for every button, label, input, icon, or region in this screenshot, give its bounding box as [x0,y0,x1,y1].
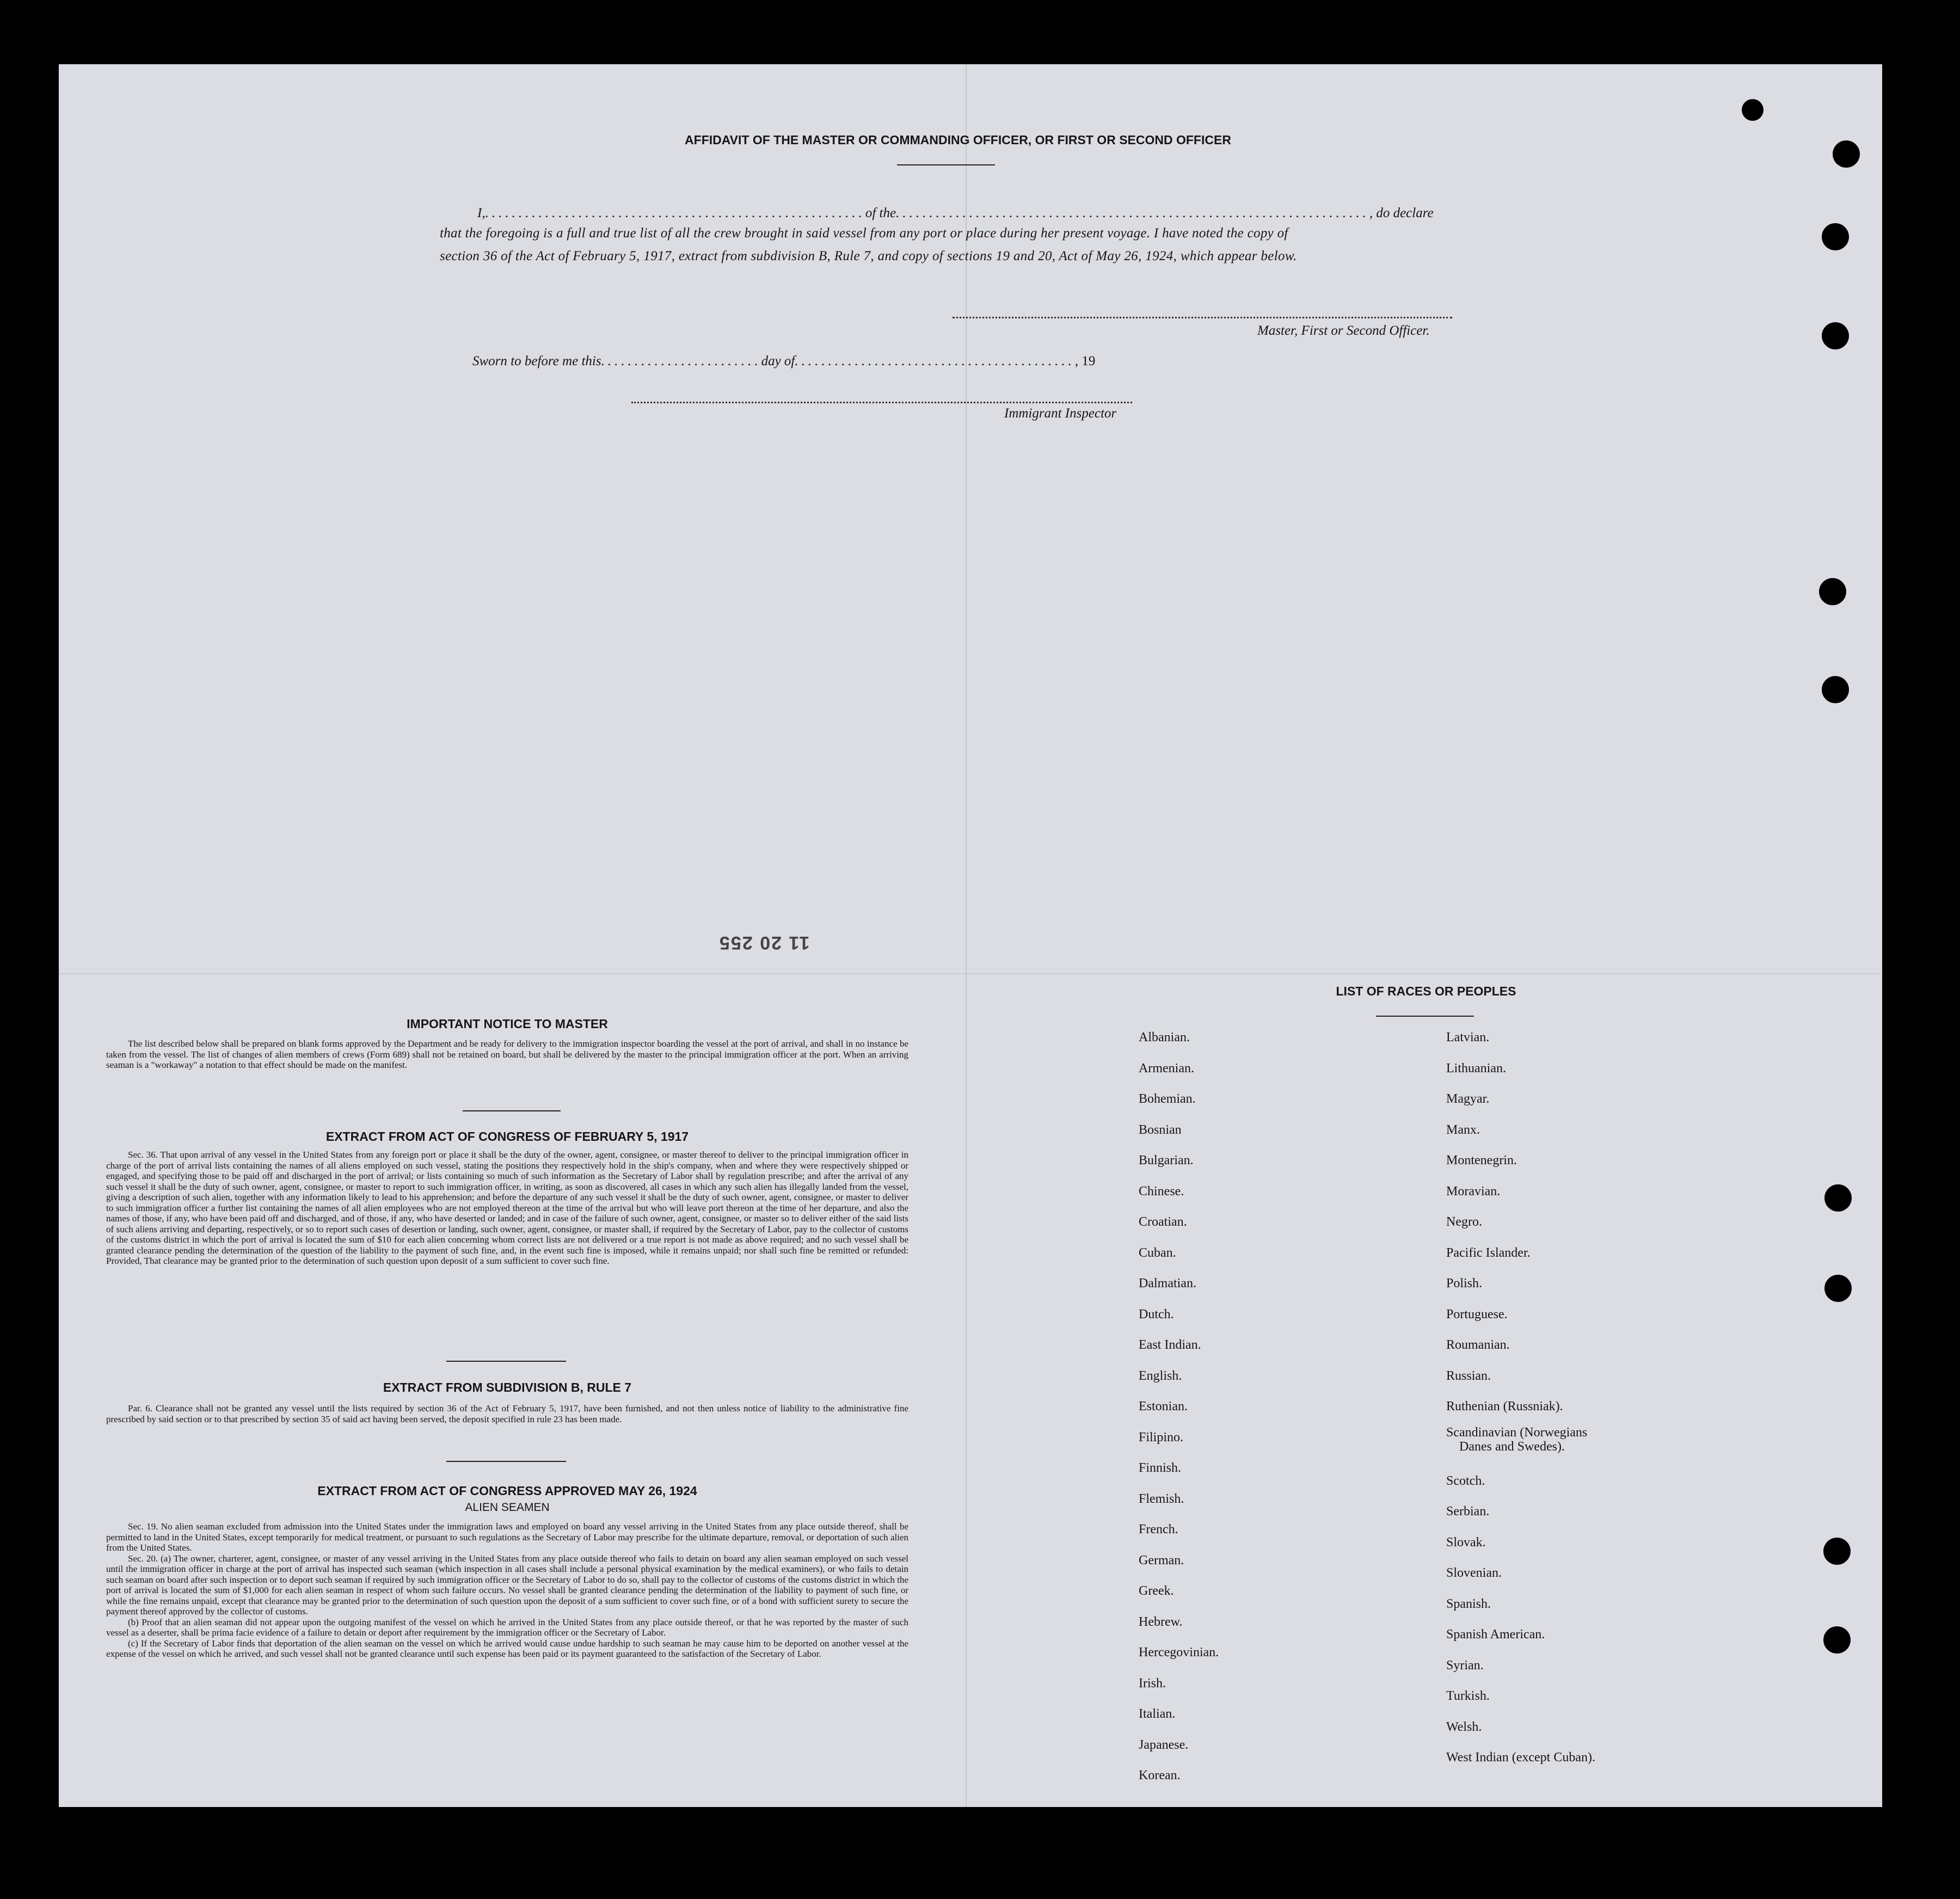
master-signature-label: Master, First or Second Officer. [1257,323,1430,338]
race-item: Russian. [1446,1368,1491,1383]
sworn-day-of: day of [761,354,795,368]
race-item: Latvian. [1446,1030,1490,1044]
race-item: Montenegrin. [1446,1153,1517,1167]
affidavit-i: I, [477,206,486,220]
race-item: Slovenian. [1446,1566,1502,1580]
race-item: Moravian. [1446,1184,1501,1199]
race-item: Negro. [1446,1215,1482,1229]
affidavit-line-1: I,.........................................................of the......................................................................., do declare [477,206,1434,220]
punch-hole-icon [1819,578,1846,605]
race-item: Manx. [1446,1122,1480,1137]
race-item: Hebrew. [1139,1614,1183,1629]
affidavit-title-rule [897,164,995,165]
race-item: Roumanian. [1446,1338,1510,1352]
notice-text: The list described below shall be prepared on blank forms approved by the Department and be ready for delivery to the immigration inspector boarding the vessel at the port of arrival, and shall in no instance be taken from the vessel. The list of changes of alien members of crews (Form 689) shall not be retained on board, but shall be delivered by the master to the principal immigration officer at the port. When an arriving seaman is a "workaway" a notation to that effect should be made on the manifest. [106,1038,908,1070]
race-item: Polish. [1446,1276,1483,1290]
race-item-line: Scandinavian (Norwegians [1446,1425,1588,1440]
punch-hole-icon [1824,1275,1852,1302]
notice-body [106,1038,908,1071]
race-item: East Indian. [1139,1338,1201,1352]
race-item-multiline [1446,1422,1595,1466]
race-item: West Indian (except Cuban). [1446,1750,1595,1765]
race-item: Bulgarian. [1139,1153,1194,1167]
race-item: Croatian. [1139,1215,1187,1229]
rule7-body [106,1403,908,1424]
horizontal-fold-line [59,973,1882,974]
race-item: Magyar. [1446,1092,1490,1106]
sec20c-text: (c) If the Secretary of Labor finds that deportation of the alien seaman on the vessel on which he arrived would cause undue hardship to such seaman he may cause him to be deported on another vessel at the expense of the vessel on which he arrived, and such vessel shall not be granted clearance until such expense has been paid or its payment guaranteed to the satisfaction of the Secretary of Labor. [106,1638,908,1659]
sec20b-text: (b) Proof that an alien seaman did not appear upon the outgoing manifest of the vessel on which he arrived in the United States from any place outside thereof, or that he was reported by the master of such vessel as a deserter, shall be prima facie evidence of a failure to detain or deport after requirement by the immigration officer or the Secretary of Labor. [106,1617,908,1638]
race-item: Bohemian. [1139,1092,1196,1106]
race-item: Scotch. [1446,1473,1485,1488]
rule7-title: EXTRACT FROM SUBDIVISION B, RULE 7 [383,1380,632,1394]
stamped-number: 11 20 255 [718,932,810,953]
notice-title: IMPORTANT NOTICE TO MASTER [407,1017,608,1031]
punch-hole-icon [1822,223,1849,250]
race-item: Syrian. [1446,1658,1484,1673]
race-item: Dutch. [1139,1307,1174,1322]
sworn-prefix: Sworn to before me this [472,354,601,368]
extract-1917-title: EXTRACT FROM ACT OF CONGRESS OF FEBRUARY 5, 1917 [325,1129,689,1144]
punch-hole-icon [1833,140,1860,168]
race-item: Welsh. [1446,1719,1482,1734]
race-item: Greek. [1139,1584,1174,1598]
race-item: Pacific Islander. [1446,1245,1531,1260]
race-item: Hercegovinian. [1139,1645,1219,1660]
race-item: Filipino. [1139,1430,1184,1445]
punch-hole-icon [1824,1184,1852,1212]
notice-rule [463,1110,561,1111]
race-item: Lithuanian. [1446,1061,1506,1076]
affidavit-line-3: section 36 of the Act of February 5, 1917, extract from subdivision B, Rule 7, and copy of sections 19 and 20, Act of May 26, 1924, which appear below. [440,249,1297,263]
race-item: French. [1139,1522,1178,1537]
race-item: Finnish. [1139,1461,1182,1475]
race-item: Korean. [1139,1768,1181,1783]
races-left-column [1139,1022,1219,1791]
race-item: Armenian. [1139,1061,1194,1076]
race-item: Bosnian [1139,1122,1182,1137]
races-title: LIST OF RACES OR PEOPLES [1336,984,1516,998]
race-item: Dalmatian. [1139,1276,1196,1290]
extract-1924-body [106,1521,908,1660]
master-signature-line [953,317,1452,318]
sworn-year: , 19 [1074,354,1096,368]
races-right-column [1446,1022,1595,1773]
punch-hole-icon [1823,1538,1851,1565]
punch-hole-icon [1742,99,1764,121]
race-item-line: Danes and Swedes). [1459,1439,1565,1454]
race-item: Albanian. [1139,1030,1190,1044]
races-rule [1376,1016,1474,1017]
race-item: Portuguese. [1446,1307,1508,1322]
race-item: Serbian. [1446,1504,1490,1519]
inspector-label: Immigrant Inspector [1004,406,1117,421]
race-item: Spanish American. [1446,1627,1545,1642]
rule7-text: Par. 6. Clearance shall not be granted any vessel until the lists required by section 36 of the Act of February 5, 1917, have been furnished, and not then unless notice of liability to the administrative fine prescribed by said section or to that prescribed by section 35 of said act having been served, the deposit specified in rule 23 has been made. [106,1403,908,1424]
race-item: Estonian. [1139,1399,1188,1414]
affidavit-of-the: of the [865,206,896,220]
race-item: Spanish. [1446,1596,1491,1611]
sec20a-text: Sec. 20. (a) The owner, charterer, agent, consignee, or master of any vessel arriving in the United States from any place outside thereof who fails to detain on board any alien seaman employed on such vessel until the immigration officer in charge at the port of arrival has inspected such seaman (which inspection in all cases shall include a personal physical examination by the medical examiners), or who fails to detain such seaman on board after such inspection or to deport such seaman if required by such immigration officer or the Secretary of Labor to do so, shall pay to the collector of customs of the customs district in which the port of arrival is located the sum of $1,000 for each alien seaman in respect of whom such failure occurs. No vessel shall be granted clearance pending the determination of the liability to payment of such fine, or while the fine remains unpaid, except that clearance may be granted prior to the determination of such question upon the deposit of a sum sufficient to cover such fine, or of a bond with sufficient surety to secure the payment thereof approved by the collector of customs. [106,1553,908,1617]
race-item: German. [1139,1553,1184,1568]
punch-hole-icon [1822,322,1849,349]
punch-hole-icon [1822,676,1849,703]
race-item: English. [1139,1368,1182,1383]
extract-1924-title: EXTRACT FROM ACT OF CONGRESS APPROVED MAY 26, 1924 [317,1484,697,1498]
extract-1917-rule [446,1361,566,1362]
race-item: Japanese. [1139,1737,1189,1752]
race-item: Slovak. [1446,1535,1486,1550]
affidavit-line-2: that the foregoing is a full and true list of all the crew brought in said vessel from any port or place during her present voyage. I have noted the copy of [440,226,1288,241]
race-item: Irish. [1139,1676,1166,1691]
affidavit-declare: , do declare [1369,206,1434,220]
race-item: Chinese. [1139,1184,1184,1199]
punch-hole-icon [1823,1626,1851,1654]
extract-1917-text: Sec. 36. That upon arrival of any vessel in the United States from any foreign port or place it shall be the duty of the owner, agent, consignee, or master thereof to deliver to the principal immigration officer in charge of the port of arrival lists containing the names of all aliens employed on such vessel, stating the positions they respectively hold in the ship's company, when and where they were respectively shipped or engaged, and specifying those to be paid off and discharged in the port of arrival; or lists containing so much of such information as the Secretary of Labor shall by regulation prescribe; and after the arrival of any such vessel it shall be the duty of such owner, agent, consignee, or master to report to such immigration officer, in writing, as soon as discovered, all cases in which any such alien has illegally landed from the vessel, giving a description of such alien, together with any information likely to lead to his apprehension; and before the departure of any such vessel it shall be the duty of such owner, agent, consignee, or master to deliver to such immigration officer a further list containing the names of all alien employees who are not employed thereon at the time of the arrival but who will leave port thereon at the time of her departure, and also the names of those, if any, who have been paid off and discharged, and of those, if any, who have deserted or landed; and in case of the failure of such owner, agent, consignee, or master so to deliver either of the said lists of such aliens arriving and departing, respectively, or so to report such cases of desertion or landing, such owner, agent, consignee, or master shall, if required by the Secretary of Labor, pay to the collector of customs of the customs district in which the port of arrival is located the sum of $10 for each alien concerning whom correct lists are not delivered or a true report is not made as above required; and no such vessel shall be granted clearance pending the determination of the question of the liability to the payment of such fine, and, in the event such fine is imposed, while it remains unpaid; nor shall such fine be remitted or refunded: Provided, That clearance may be granted prior to the determination of such question upon deposit of a sum sufficient to cover such fine. [106,1150,908,1266]
sworn-line: Sworn to before me this........................day of.........................................., 19 [472,354,1096,368]
race-item: Flemish. [1139,1491,1184,1506]
race-item: Turkish. [1446,1689,1490,1703]
race-item: Ruthenian (Russniak). [1446,1399,1563,1414]
race-item: Italian. [1139,1707,1176,1721]
rule7-rule [446,1461,566,1462]
extract-1924-subtitle: ALIEN SEAMEN [465,1501,550,1514]
sec19-text: Sec. 19. No alien seaman excluded from admission into the United States under the immigration laws and employed on board any vessel arriving in the United States from any place outside thereof, shall be permitted to land in the United States, except temporarily for medical treatment, or pursuant to such regulations as the Secretary of Labor may prescribe for the ultimate departure, removal, or deportation of such alien from the United States. [106,1521,908,1553]
inspector-signature-line [631,402,1132,403]
affidavit-title: AFFIDAVIT OF THE MASTER OR COMMANDING OFFICER, OR FIRST OR SECOND OFFICER [685,133,1231,147]
extract-1917-body [106,1150,908,1267]
race-item: Cuban. [1139,1245,1176,1260]
vertical-fold-line [966,64,967,1807]
